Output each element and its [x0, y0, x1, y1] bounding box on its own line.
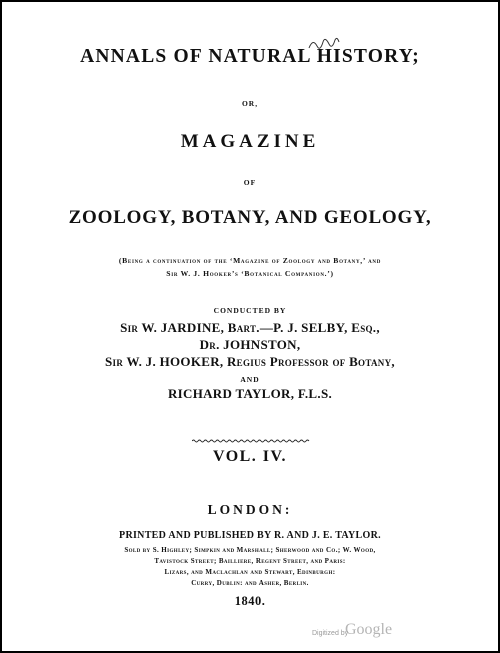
- google-watermark: Google: [345, 621, 393, 638]
- editors-line-4: RICHARD TAYLOR, F.L.S.: [167, 386, 333, 401]
- sold-by-line-4: Curry, Dublin: and Asher, Berlin.: [191, 579, 309, 587]
- city-label: LONDON:: [207, 502, 293, 517]
- conducted-by-label: CONDUCTED BY: [213, 306, 287, 315]
- digitized-by-label: Digitized by: [312, 630, 349, 637]
- sold-by-line-1: Sold by S. Highley; Simpkin and Marshall; Sherwood and Co.; W. Wood,: [124, 546, 376, 554]
- subjects-heading: ZOOLOGY, BOTANY, AND GEOLOGY,: [68, 207, 432, 228]
- and-word: AND: [240, 375, 260, 384]
- editors-line-2: Dr. JOHNSTON,: [199, 337, 301, 352]
- decorative-wavy-rule: [192, 439, 310, 443]
- page-title: ANNALS OF NATURAL HISTORY;: [80, 46, 420, 67]
- magazine-heading: MAGAZINE: [180, 131, 320, 152]
- publisher-line: PRINTED AND PUBLISHED BY R. AND J. E. TAYLOR.: [119, 530, 381, 541]
- of-word: OF: [243, 178, 257, 187]
- or-word: OR,: [241, 99, 259, 108]
- editors-line-1: Sir W. JARDINE, Bart.—P. J. SELBY, Esq.,: [120, 320, 380, 335]
- continuation-line-2: Sir W. J. Hooker’s ‘Botanical Companion.’): [166, 269, 334, 278]
- volume-number: VOL. IV.: [212, 448, 288, 465]
- sold-by-line-3: Lizars, and Maclachlan and Stewart, Edinburgh:: [164, 568, 336, 576]
- continuation-line-1: (Being a continuation of the ‘Magazine of Zoology and Botany,’ and: [118, 256, 382, 265]
- publication-year: 1840.: [234, 594, 266, 608]
- sold-by-line-2: Tavistock Street; Bailliere, Regent Street, and Paris:: [154, 557, 346, 565]
- editors-line-3: Sir W. J. HOOKER, Regius Professor of Botany,: [105, 354, 395, 369]
